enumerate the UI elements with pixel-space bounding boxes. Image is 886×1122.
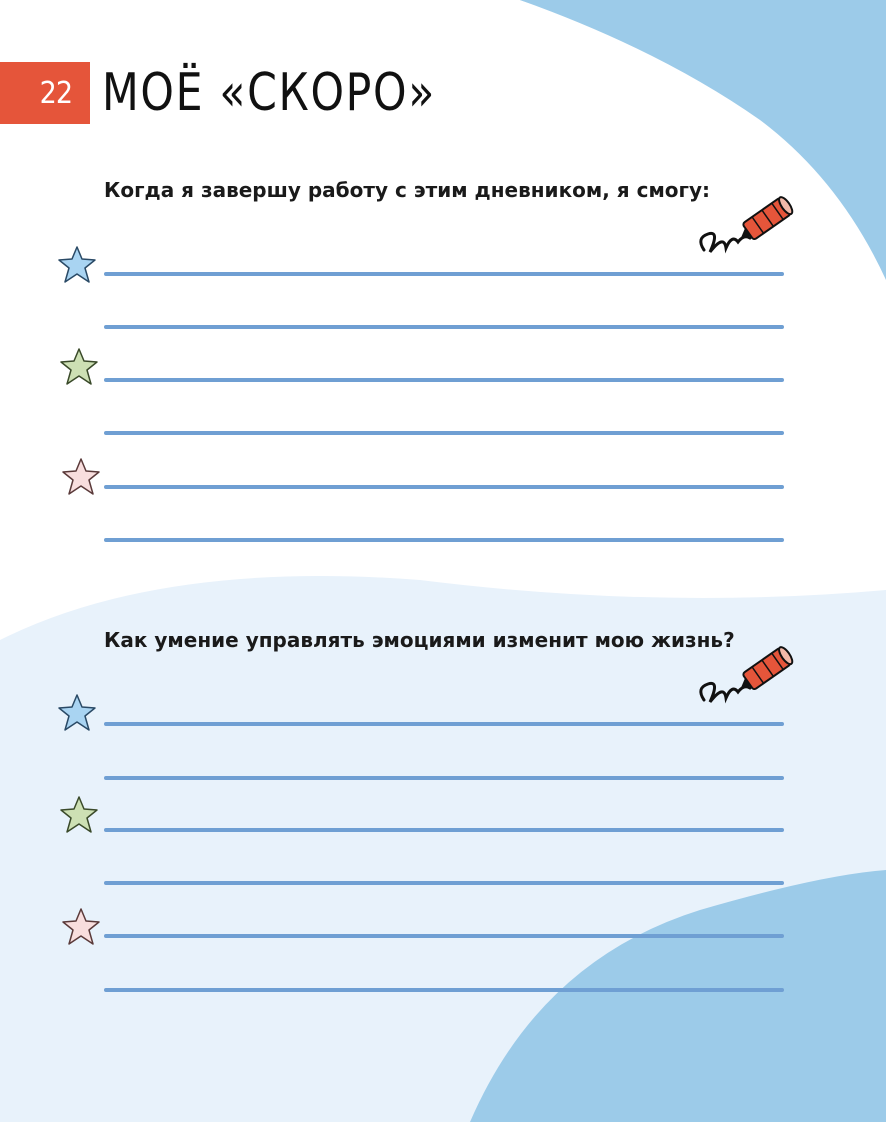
prompt-2: Как умение управлять эмоциями изменит мою жизнь? <box>104 628 735 652</box>
star-blue-icon <box>56 692 98 734</box>
star-blue-icon <box>56 244 98 286</box>
answer-line[interactable] <box>104 828 784 832</box>
star-pink-icon <box>60 906 102 948</box>
answer-line[interactable] <box>104 272 784 276</box>
answer-line[interactable] <box>104 538 784 542</box>
star-green-icon <box>58 346 100 388</box>
star-pink-icon <box>60 456 102 498</box>
page-title: МОЁ «СКОРО» <box>102 63 436 123</box>
answer-line[interactable] <box>104 776 784 780</box>
answer-line[interactable] <box>104 722 784 726</box>
answer-line[interactable] <box>104 325 784 329</box>
answer-line[interactable] <box>104 378 784 382</box>
page-number-badge <box>0 62 90 124</box>
star-green-icon <box>58 794 100 836</box>
answer-line[interactable] <box>104 431 784 435</box>
answer-line[interactable] <box>104 881 784 885</box>
answer-line[interactable] <box>104 988 784 992</box>
red-pen-icon <box>690 190 800 270</box>
answer-line[interactable] <box>104 934 784 938</box>
prompt-1: Когда я завершу работу с этим дневником, я смогу: <box>104 178 711 202</box>
red-pen-icon <box>690 640 800 720</box>
answer-line[interactable] <box>104 485 784 489</box>
page-number: 22 <box>39 75 72 111</box>
